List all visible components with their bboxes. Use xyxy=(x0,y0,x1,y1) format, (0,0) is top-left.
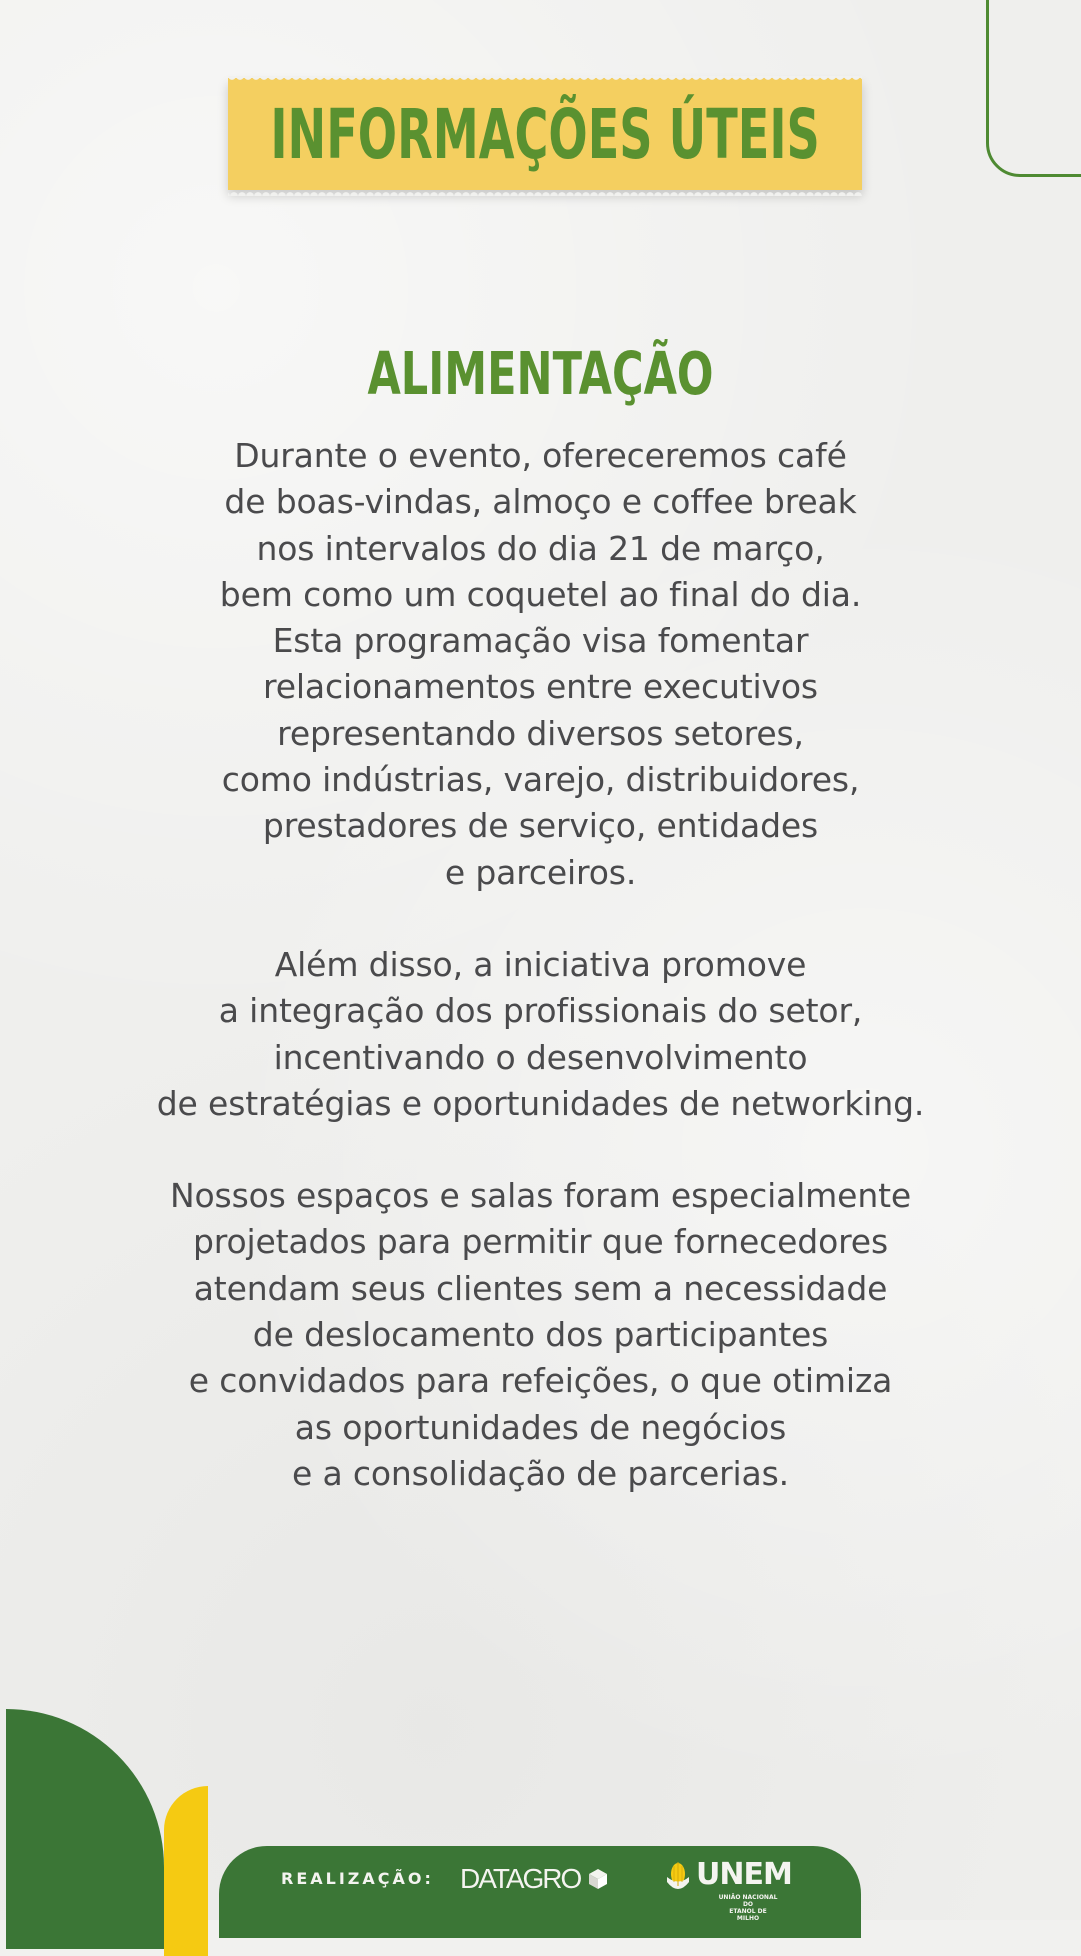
unem-subtitle-line: ETANOL DE MILHO xyxy=(729,1908,767,1922)
yellow-arch-decoration xyxy=(164,1786,208,1956)
paragraph-line: incentivando o desenvolvimento xyxy=(273,1037,808,1077)
paragraph-line: as oportunidades de negócios xyxy=(294,1407,787,1447)
info-paragraph xyxy=(0,433,1081,896)
info-body xyxy=(0,433,1081,1497)
paragraph-line: de estratégias e oportunidades de networking. xyxy=(156,1083,925,1123)
paragraph-line: e a consolidação de parcerias. xyxy=(291,1453,790,1493)
paragraph-line: representando diversos setores, xyxy=(277,713,804,753)
paragraph-line: e convidados para refeições, o que otimiza xyxy=(188,1361,893,1401)
corn-icon xyxy=(664,1860,692,1900)
paragraph-line: bem como um coquetel ao final do dia. xyxy=(219,574,862,614)
paragraph-line: prestadores de serviço, entidades xyxy=(262,806,819,846)
paragraph-line: atendam seus clientes sem a necessidade xyxy=(193,1268,888,1308)
unem-subtitle xyxy=(718,1894,778,1922)
info-paragraph xyxy=(0,942,1081,1127)
page-title: INFORMAÇÕES ÚTEIS xyxy=(270,94,820,175)
paragraph-line: a integração dos profissionais do setor, xyxy=(218,991,863,1031)
paragraph-line: Nossos espaços e salas foram especialmente xyxy=(169,1176,912,1216)
paragraph-line: nos intervalos do dia 21 de março, xyxy=(256,528,825,568)
paragraph-line: e parceiros. xyxy=(444,852,637,892)
info-paragraph xyxy=(0,1173,1081,1497)
unem-subtitle-line: UNIÃO NACIONAL DO xyxy=(718,1894,778,1908)
paragraph-line: relacionamentos entre executivos xyxy=(263,667,818,707)
unem-wordmark: UNEM xyxy=(696,1857,792,1892)
paragraph-line: projetados para permitir que fornecedores xyxy=(192,1222,889,1262)
paragraph-line: como indústrias, varejo, distribuidores, xyxy=(221,760,860,800)
paragraph-line: de boas-vindas, almoço e coffee break xyxy=(224,482,857,522)
footer-label: REALIZAÇÃO: xyxy=(281,1869,434,1888)
paragraph-line: Esta programação visa fomentar xyxy=(272,621,809,661)
datagro-logo xyxy=(460,1865,610,1893)
section-title: ALIMENTAÇÃO xyxy=(367,339,714,408)
paragraph-line: Além disso, a iniciativa promove xyxy=(274,944,807,984)
title-banner xyxy=(228,78,862,190)
unem-logo xyxy=(664,1857,809,1922)
paragraph-line: Durante o evento, ofereceremos café xyxy=(234,436,847,475)
cube-icon xyxy=(586,1867,610,1891)
corner-frame-decoration xyxy=(986,0,1081,177)
datagro-wordmark: DATAGRO xyxy=(460,1863,581,1894)
paragraph-line: de deslocamento dos participantes xyxy=(252,1315,829,1355)
